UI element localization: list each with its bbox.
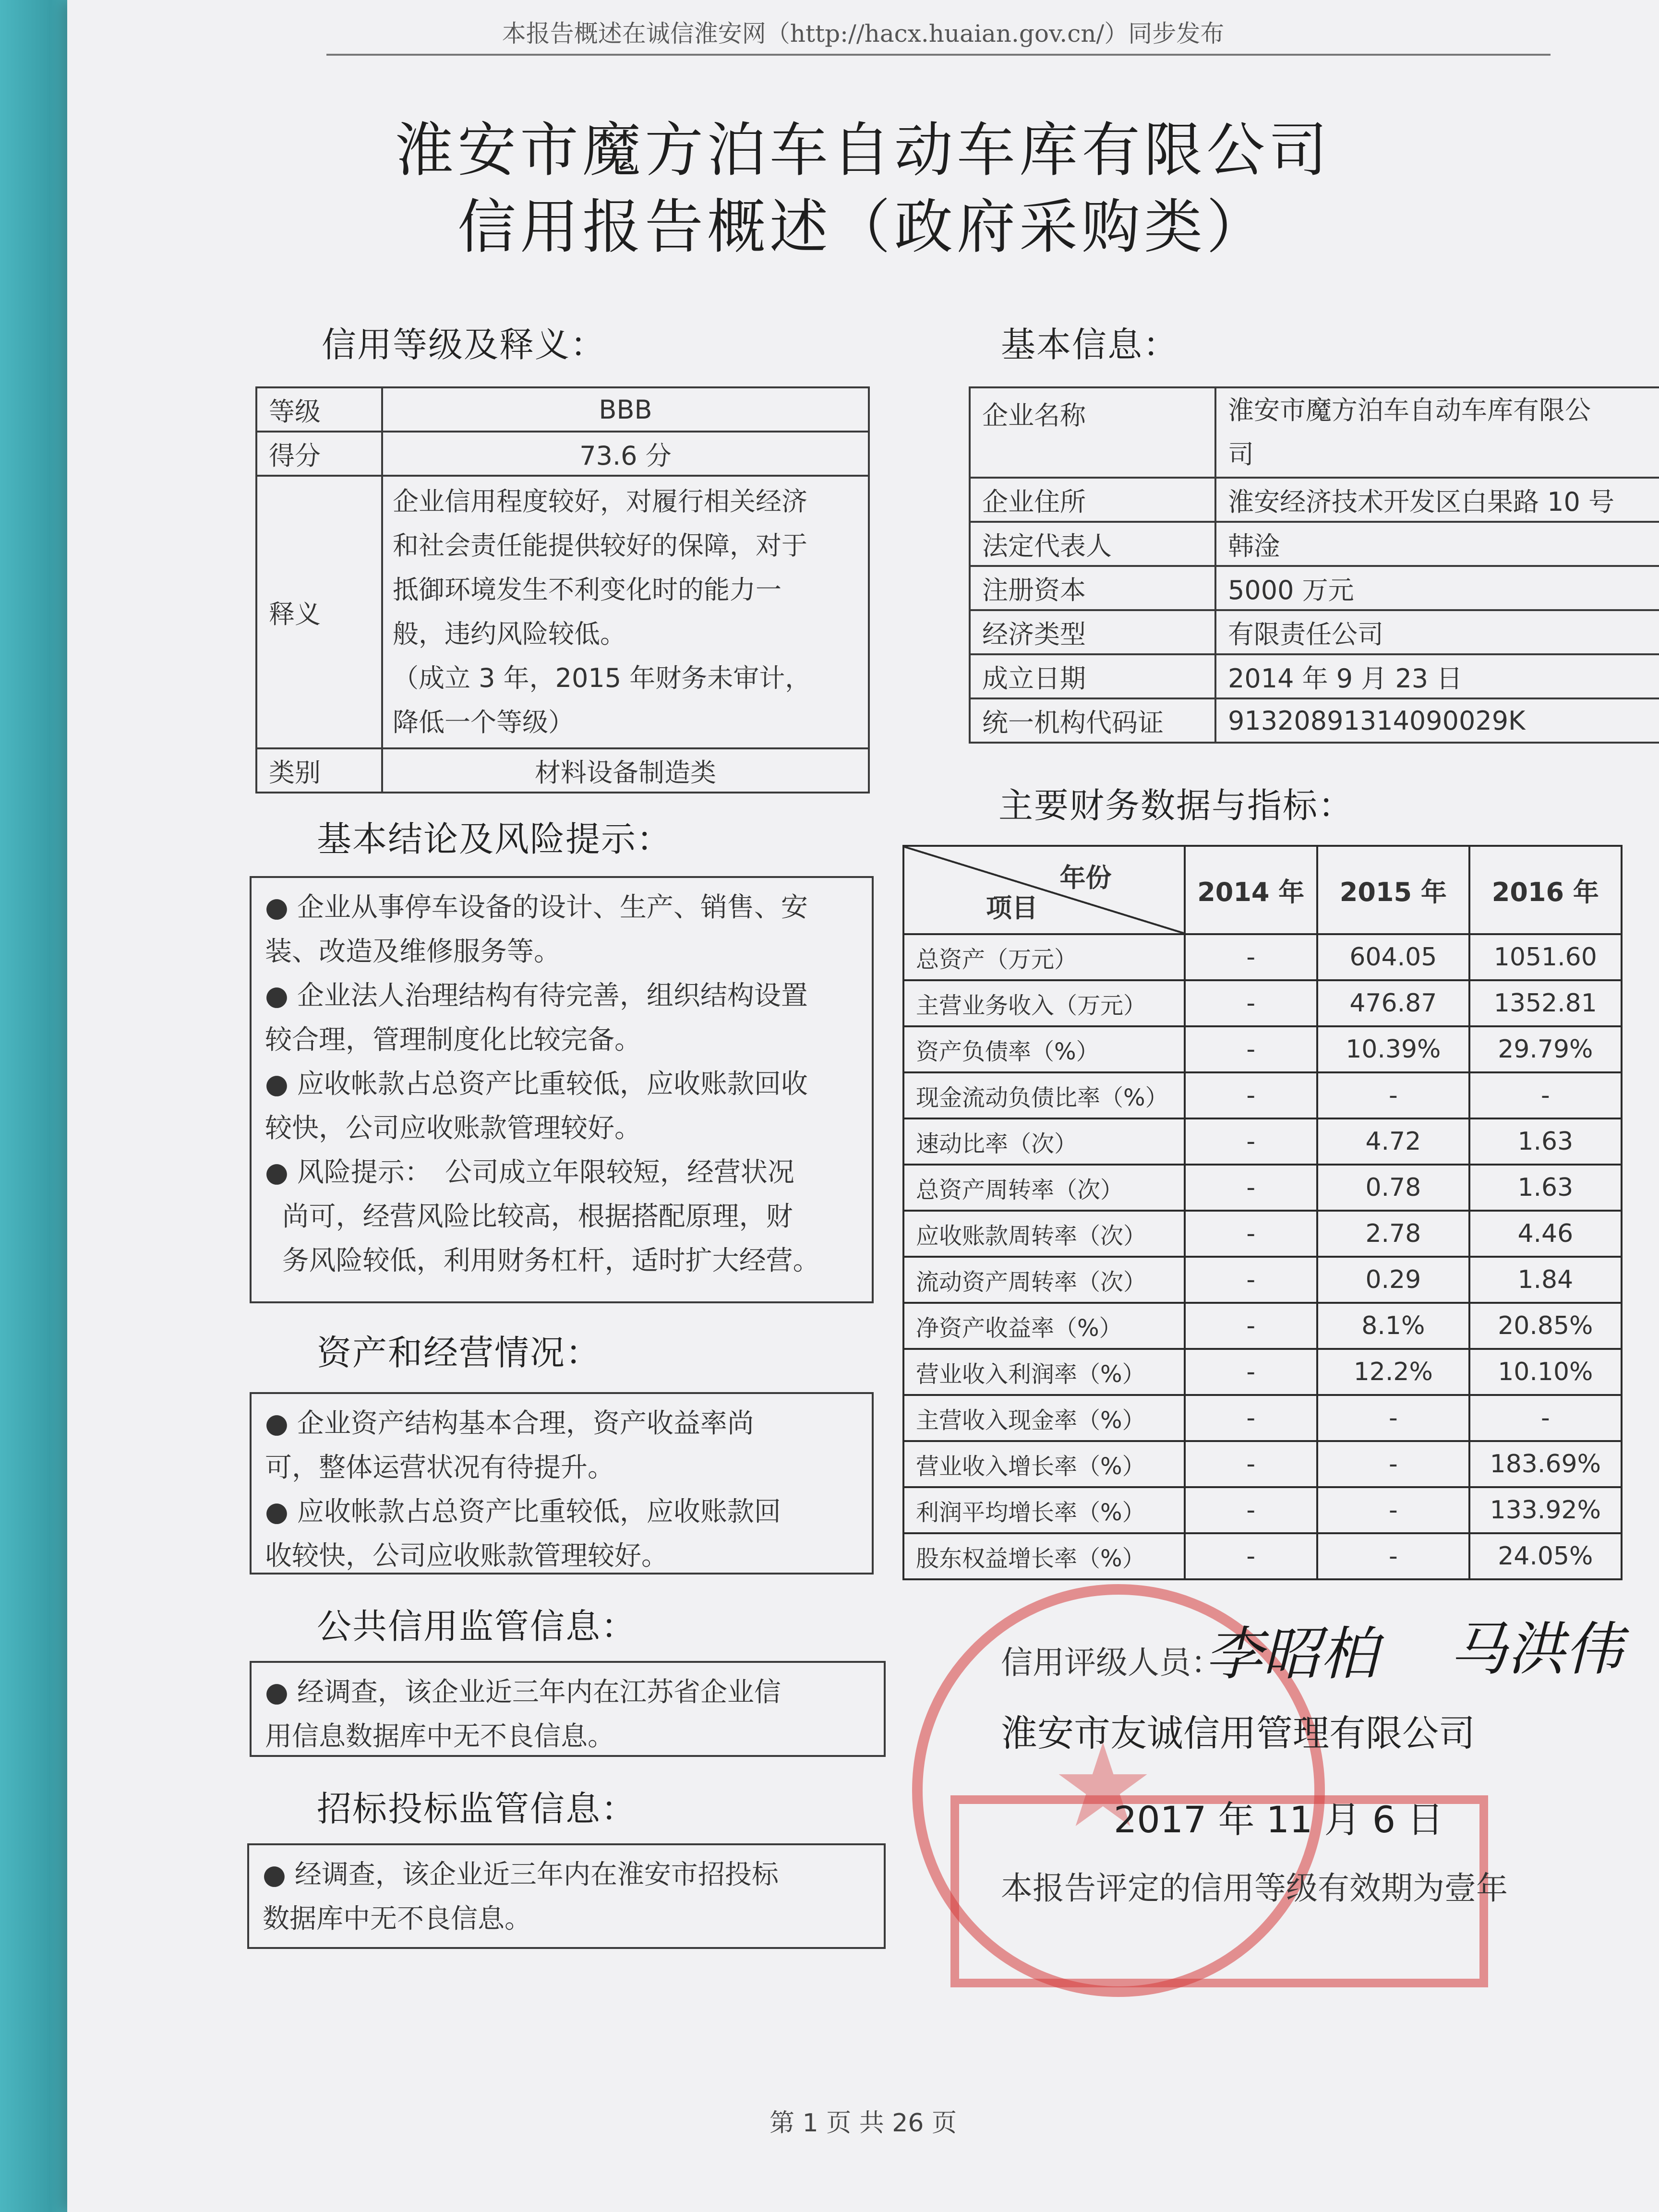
- finance-value-cell: -: [1185, 1211, 1317, 1257]
- finance-value-cell: -: [1317, 1395, 1469, 1441]
- finance-value-cell: 1.63: [1469, 1118, 1622, 1165]
- header-divider: [326, 54, 1551, 56]
- finance-value-cell: -: [1185, 1395, 1317, 1441]
- finance-value-cell: -: [1185, 934, 1317, 980]
- bidding-item: ● 经调查，该企业近三年内在淮安市招投标 数据库中无不良信息。: [263, 1859, 779, 1935]
- finance-value-cell: -: [1317, 1072, 1469, 1118]
- basic-label-address: 企业住所: [970, 478, 1215, 522]
- finance-value-cell: -: [1469, 1072, 1622, 1118]
- finance-row: [903, 1257, 1622, 1303]
- assets-box: [250, 1392, 874, 1575]
- finance-row: [903, 934, 1622, 980]
- finance-row: [903, 980, 1622, 1026]
- conclusion-box: [250, 876, 874, 1303]
- finance-value-cell: -: [1185, 1533, 1317, 1579]
- rating-company: 淮安市友诚信用管理有限公司: [1001, 1712, 1475, 1755]
- bidding-box: [247, 1843, 886, 1949]
- finance-row: [903, 1118, 1622, 1165]
- finance-value-cell: 2.78: [1317, 1211, 1469, 1257]
- basic-value-address: 淮安经济技术开发区白果路 10 号: [1215, 478, 1659, 522]
- finance-value-cell: 1.84: [1469, 1257, 1622, 1303]
- finance-value-cell: -: [1185, 1118, 1317, 1165]
- category-value: 材料设备制造类: [382, 748, 869, 793]
- finance-corner-cell: [903, 846, 1185, 934]
- finance-value-cell: 1051.60: [1469, 934, 1622, 980]
- year-header: 2016 年: [1469, 846, 1622, 934]
- credit-heading: 信用等级及释义：: [322, 325, 606, 365]
- finance-value-cell: -: [1317, 1533, 1469, 1579]
- finance-value-cell: 476.87: [1317, 980, 1469, 1026]
- page-number: 第 1 页 共 26 页: [769, 2109, 957, 2138]
- finance-item-label: 主营收入现金率（%）: [903, 1395, 1185, 1441]
- conclusion-risk-item: ● 风险提示： 公司成立年限较短，经营状况 尚可，经营风险比较高，根据搭配原理，财 务风险较低，利用财务杠杆，适时扩大经营。: [265, 1157, 820, 1276]
- finance-row: [903, 1026, 1622, 1072]
- score-value: 73.6 分: [382, 432, 869, 476]
- finance-row: [903, 1487, 1622, 1533]
- assets-item: ● 应收帐款占总资产比重较低，应收账款回 收较快，公司应收账款管理较好。: [265, 1496, 781, 1572]
- basic-info-heading: 基本信息：: [1001, 325, 1179, 365]
- credit-table: [255, 386, 870, 793]
- document-title-line1: 淮安市魔方泊车自动车库有限公司: [395, 116, 1331, 184]
- finance-value-cell: 10.10%: [1469, 1349, 1622, 1395]
- finance-item-label: 总资产周转率（次）: [903, 1165, 1185, 1211]
- rater-label: 信用评级人员：: [1001, 1644, 1223, 1681]
- finance-value-cell: 0.29: [1317, 1257, 1469, 1303]
- finance-row: [903, 1303, 1622, 1349]
- finance-value-cell: 12.2%: [1317, 1349, 1469, 1395]
- basic-label-date: 成立日期: [970, 654, 1215, 698]
- finance-row: [903, 1165, 1622, 1211]
- finance-row: [903, 1441, 1622, 1487]
- finance-table: [902, 845, 1623, 1580]
- grade-value: BBB: [382, 387, 869, 432]
- header-note: 本报告概述在诚信淮安网（http://hacx.huaian.gov.cn/）同步发布: [502, 20, 1225, 48]
- finance-item-label: 资产负债率（%）: [903, 1026, 1185, 1072]
- finance-value-cell: -: [1317, 1441, 1469, 1487]
- rater-signature-1: 李昭柏: [1205, 1621, 1378, 1688]
- finance-value-cell: -: [1185, 1487, 1317, 1533]
- basic-value-legal-rep: 韩淦: [1215, 522, 1659, 566]
- finance-value-cell: -: [1185, 1303, 1317, 1349]
- finance-value-cell: 10.39%: [1317, 1026, 1469, 1072]
- finance-value-cell: -: [1185, 1257, 1317, 1303]
- basic-value-type: 有限责任公司: [1215, 610, 1659, 654]
- finance-item-label: 利润平均增长率（%）: [903, 1487, 1185, 1533]
- finance-value-cell: 1352.81: [1469, 980, 1622, 1026]
- basic-label-name: 企业名称: [970, 387, 1215, 478]
- public-heading: 公共信用监管信息：: [317, 1606, 637, 1647]
- finance-value-cell: -: [1185, 980, 1317, 1026]
- finance-value-cell: -: [1185, 1441, 1317, 1487]
- finance-row: [903, 1349, 1622, 1395]
- basic-value-capital: 5000 万元: [1215, 566, 1659, 610]
- finance-item-label: 总资产（万元）: [903, 934, 1185, 980]
- rating-date: 2017 年 11 月 6 日: [1114, 1798, 1444, 1841]
- finance-item-label: 速动比率（次）: [903, 1118, 1185, 1165]
- finance-row: [903, 1533, 1622, 1579]
- category-label: 类别: [256, 748, 382, 793]
- finance-item-label: 营业收入增长率（%）: [903, 1441, 1185, 1487]
- basic-label-legal-rep: 法定代表人: [970, 522, 1215, 566]
- finance-value-cell: 604.05: [1317, 934, 1469, 980]
- public-box: [250, 1661, 886, 1757]
- document-title-line2: 信用报告概述（政府采购类）: [457, 193, 1269, 261]
- basic-value-name: 淮安市魔方泊车自动车库有限公 司: [1215, 387, 1659, 478]
- finance-value-cell: 4.46: [1469, 1211, 1622, 1257]
- conclusion-item: ● 应收帐款占总资产比重较低，应收账款回收 较快，公司应收账款管理较好。: [265, 1069, 808, 1144]
- finance-value-cell: 133.92%: [1469, 1487, 1622, 1533]
- finance-item-label: 流动资产周转率（次）: [903, 1257, 1185, 1303]
- finance-rows: [903, 934, 1622, 1579]
- score-label: 得分: [256, 432, 382, 476]
- basic-value-code: 91320891314090029K: [1215, 698, 1659, 743]
- finance-value-cell: 20.85%: [1469, 1303, 1622, 1349]
- finance-value-cell: -: [1469, 1395, 1622, 1441]
- finance-item-label: 应收账款周转率（次）: [903, 1211, 1185, 1257]
- year-header: 2015 年: [1317, 846, 1469, 934]
- grade-label: 等级: [256, 387, 382, 432]
- finance-value-cell: -: [1185, 1349, 1317, 1395]
- finance-value-cell: 29.79%: [1469, 1026, 1622, 1072]
- finance-value-cell: -: [1185, 1072, 1317, 1118]
- finance-item-label: 营业收入利润率（%）: [903, 1349, 1185, 1395]
- year-header: 2014 年: [1185, 846, 1317, 934]
- document-page: [67, 0, 1659, 2212]
- conclusion-heading: 基本结论及风险提示：: [317, 819, 673, 859]
- finance-item-label: 主营业务收入（万元）: [903, 980, 1185, 1026]
- corner-item-label: 项目: [986, 893, 1038, 923]
- finance-value-cell: 183.69%: [1469, 1441, 1622, 1487]
- basic-label-code: 统一机构代码证: [970, 698, 1215, 743]
- corner-year-label: 年份: [1059, 863, 1112, 893]
- basic-value-date: 2014 年 9 月 23 日: [1215, 654, 1659, 698]
- finance-value-cell: 8.1%: [1317, 1303, 1469, 1349]
- finance-item-label: 净资产收益率（%）: [903, 1303, 1185, 1349]
- finance-value-cell: -: [1317, 1487, 1469, 1533]
- conclusion-item: ● 企业从事停车设备的设计、生产、销售、安 装、改造及维修服务等。: [265, 892, 808, 967]
- finance-value-cell: 0.78: [1317, 1165, 1469, 1211]
- finance-row: [903, 1072, 1622, 1118]
- finance-heading: 主要财务数据与指标：: [998, 785, 1354, 826]
- finance-value-cell: 1.63: [1469, 1165, 1622, 1211]
- meaning-label: 释义: [256, 476, 382, 748]
- finance-value-cell: -: [1185, 1026, 1317, 1072]
- finance-row: [903, 1395, 1622, 1441]
- finance-value-cell: 4.72: [1317, 1118, 1469, 1165]
- conclusion-item: ● 企业法人治理结构有待完善，组织结构设置 较合理，管理制度化比较完备。: [265, 980, 808, 1056]
- basic-label-capital: 注册资本: [970, 566, 1215, 610]
- seal-star-icon: ★: [1051, 1719, 1155, 1853]
- finance-row: [903, 1211, 1622, 1257]
- finance-value-cell: -: [1185, 1165, 1317, 1211]
- basic-label-type: 经济类型: [970, 610, 1215, 654]
- rater-signature-2: 马洪伟: [1450, 1616, 1623, 1683]
- finance-value-cell: 24.05%: [1469, 1533, 1622, 1579]
- assets-heading: 资产和经营情况：: [317, 1333, 601, 1373]
- validity-note: 本报告评定的信用等级有效期为壹年: [1001, 1870, 1508, 1907]
- finance-item-label: 股东权益增长率（%）: [903, 1533, 1185, 1579]
- meaning-text: 企业信用程度较好，对履行相关经济 和社会责任能提供较好的保障，对于 抵御环境发生不利变化时的能力一 般，违约风险较低。 （成立 3 年，2015 年财务未审计， 降低一个等级）: [382, 476, 869, 748]
- basic-info-table: [969, 386, 1659, 744]
- finance-item-label: 现金流动负债比率（%）: [903, 1072, 1185, 1118]
- public-item: ● 经调查，该企业近三年内在江苏省企业信 用信息数据库中无不良信息。: [265, 1677, 781, 1752]
- assets-item: ● 企业资产结构基本合理，资产收益率尚 可，整体运营状况有待提升。: [265, 1408, 754, 1483]
- bidding-heading: 招标投标监管信息：: [317, 1789, 637, 1829]
